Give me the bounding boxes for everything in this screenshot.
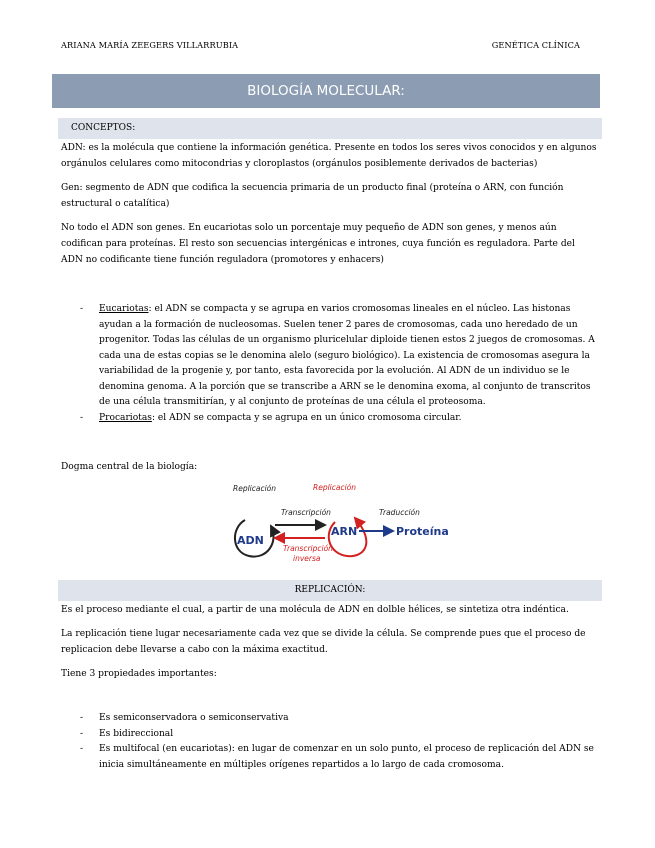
label-replicacion-adn: Replicación (233, 484, 277, 493)
label-traduccion: Traducción (379, 508, 420, 517)
list-dash: - (80, 412, 84, 423)
prokaryotes-text: : el ADN se compacta y se agrupa en un único cromosoma circular. (151, 412, 462, 423)
label-transcripcion-inversa-1: Transcripción (283, 544, 333, 553)
concepts-block (61, 140, 599, 268)
label-replicacion-arn: Replicación (313, 483, 357, 492)
header-subject: GENÉTICA CLÍNICA (491, 40, 580, 50)
organism-list (61, 302, 599, 426)
properties-intro: Tiene 3 propiedades importantes: (61, 669, 217, 679)
property-text: Es bidireccional (99, 728, 174, 739)
non-gene-paragraph: No todo el ADN son genes. En eucariotas solo un porcentaje muy pequeño de ADN son genes, y menos aún codifican para proteínas. El resto son secuencias intergénicas e intrones, cuya función es reguladora. Parte del ADN no codificante tiene función reguladora (promotores y enhacers) (61, 223, 575, 265)
property-text: Es semiconservadora o semiconservativa (99, 713, 289, 723)
properties-list (61, 711, 599, 773)
header-author: ARIANA MARÍA ZEEGERS VILLARRUBIA (61, 40, 239, 50)
replication-definition: Es el proceso mediante el cual, a partir de una molécula de ADN en dolble hélices, se sintetiza otra indéntica. (61, 605, 569, 615)
node-adn: ADN (237, 534, 264, 547)
list-dash: - (80, 713, 84, 723)
label-transcripcion: Transcripción (281, 508, 331, 517)
list-dash: - (80, 304, 84, 314)
list-item (61, 711, 599, 727)
replication-when: La replicación tiene lugar necesariamente cada vez que se divide la célula. Se comprende pues que el proceso de replicacion debe llevarse a cabo con la máxima exactitud. (61, 629, 586, 655)
node-arn: ARN (331, 525, 358, 538)
list-item-eukaryotes (61, 302, 599, 411)
property-text: Es multifocal (en eucariotas): en lugar de comenzar en un solo punto, el proceso de replicación del ADN se inicia simultáneamente en múltiples orígenes repartidos a lo largo de cada cromosoma. (99, 744, 594, 770)
list-item (61, 727, 599, 743)
adn-definition: ADN: es la molécula que contiene la información genética. Presente en todos los seres vivos conocidos y en algunos orgánulos celulares como mitocondrias y cloroplastos (orgánulos posiblemente derivados de bacterias) (61, 143, 597, 169)
dogma-label: Dogma central de la biología: (61, 462, 198, 472)
section-replication-heading: REPLICACIÓN: (58, 580, 602, 601)
list-item (61, 742, 599, 773)
page-title: BIOLOGÍA MOLECULAR: (52, 74, 600, 108)
central-dogma-diagram (231, 478, 453, 580)
label-transcripcion-inversa-2: inversa (293, 554, 321, 563)
eukaryotes-term: Eucariotas (99, 304, 149, 314)
eukaryotes-text: : el ADN se compacta y se agrupa en varios cromosomas lineales en el núcleo. Las histonas ayudan a la formación de nucleosomas. Suelen tener 2 pares de cromosomas, cada uno heredado de un progenitor. Todas las células de un organismo pluricelular diploide tienen estos 2 juegos de cromosomas. A cada una de estas copias se le denomina alelo (seguro biológico). La existencia de cromosomas asegura la variabilidad de la progenie y, por tanto, esta favorecida por la evolución. Al ADN de un individuo se le denomina genoma. A la porción que se transcribe a ARN se le denomina exoma, al conjunto de transcritos de una célula transmitirían, y al conjunto de proteínas de una célula el proteosoma. (99, 304, 595, 407)
prokaryotes-term: Procariotas (99, 412, 152, 423)
gen-definition: Gen: segmento de ADN que codifica la secuencia primaria de un producto final (proteína o ARN, con función estructural o catalítica) (61, 183, 564, 209)
section-concepts-heading: CONCEPTOS: (58, 118, 602, 139)
list-dash: - (80, 728, 84, 739)
list-item-prokaryotes (61, 411, 599, 427)
node-proteina: Proteína (396, 525, 449, 538)
list-dash: - (80, 744, 84, 754)
replication-block (61, 602, 599, 682)
